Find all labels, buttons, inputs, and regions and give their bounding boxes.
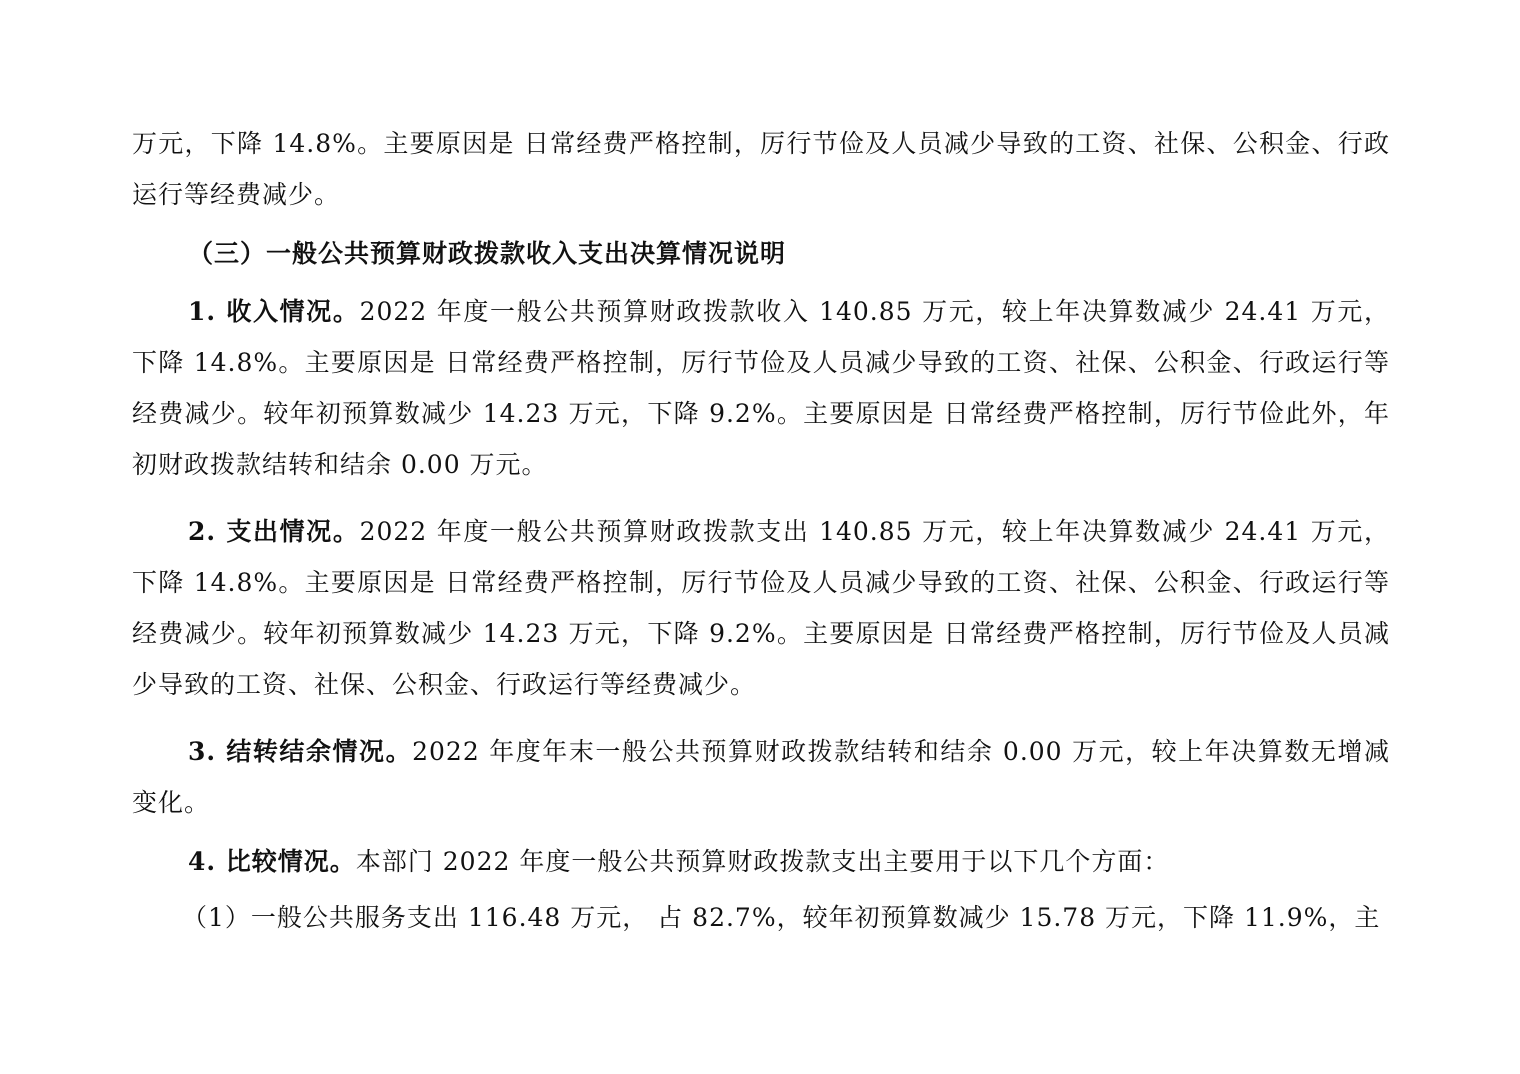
paragraph-text: 2022 年度一般公共预算财政拨款收入 140.85 万元，较上年决算数减少 24.41 万元，下降 14.8%。主要原因是 日常经费严格控制，厉行节俭及人员减少导致的工资、社保、公积金、行政运行等经费减少。较年初预算数减少 14.23 万元，下降 9.2%。主要原因是 日常经费严格控制，厉行节俭此外，年初财政拨款结转和结余 0.00 万元。 [132, 297, 1390, 479]
paragraph-text: （1）一般公共服务支出 116.48 万元， 占 82.7%，较年初预算数减少 15.78 万元，下降 11.9%，主 [182, 903, 1381, 932]
paragraph-label: 1. 收入情况。 [188, 297, 360, 326]
paragraph-label: 2. 支出情况。 [188, 517, 360, 546]
paragraph-continuation [132, 118, 1390, 220]
paragraph-text: 2022 年度一般公共预算财政拨款支出 140.85 万元，较上年决算数减少 24.41 万元，下降 14.8%。主要原因是 日常经费严格控制，厉行节俭及人员减少导致的工资、社保、公积金、行政运行等经费减少。较年初预算数减少 14.23 万元，下降 9.2%。主要原因是 日常经费严格控制，厉行节俭及人员减少导致的工资、社保、公积金、行政运行等经费减少。 [132, 517, 1390, 699]
paragraph-label: 4. 比较情况。 [188, 847, 356, 876]
section-heading: （三）一般公共预算财政拨款收入支出决算情况说明 [188, 239, 787, 268]
paragraph-income [132, 286, 1390, 490]
paragraph-text: 本部门 2022 年度一般公共预算财政拨款支出主要用于以下几个方面： [355, 847, 1170, 876]
paragraph-carryover [132, 726, 1390, 828]
paragraph-comparison [132, 836, 1390, 887]
paragraph-expenditure [132, 506, 1390, 710]
paragraph-label: 3. 结转结余情况。 [188, 737, 413, 766]
paragraph-general-public-services [132, 892, 1390, 943]
paragraph-text: 万元，下降 14.8%。主要原因是 日常经费严格控制，厉行节俭及人员减少导致的工资、社保、公积金、行政运行等经费减少。 [132, 129, 1390, 209]
paragraph-text: 2022 年度年末一般公共预算财政拨款结转和结余 0.00 万元，较上年决算数无增减变化。 [132, 737, 1390, 817]
